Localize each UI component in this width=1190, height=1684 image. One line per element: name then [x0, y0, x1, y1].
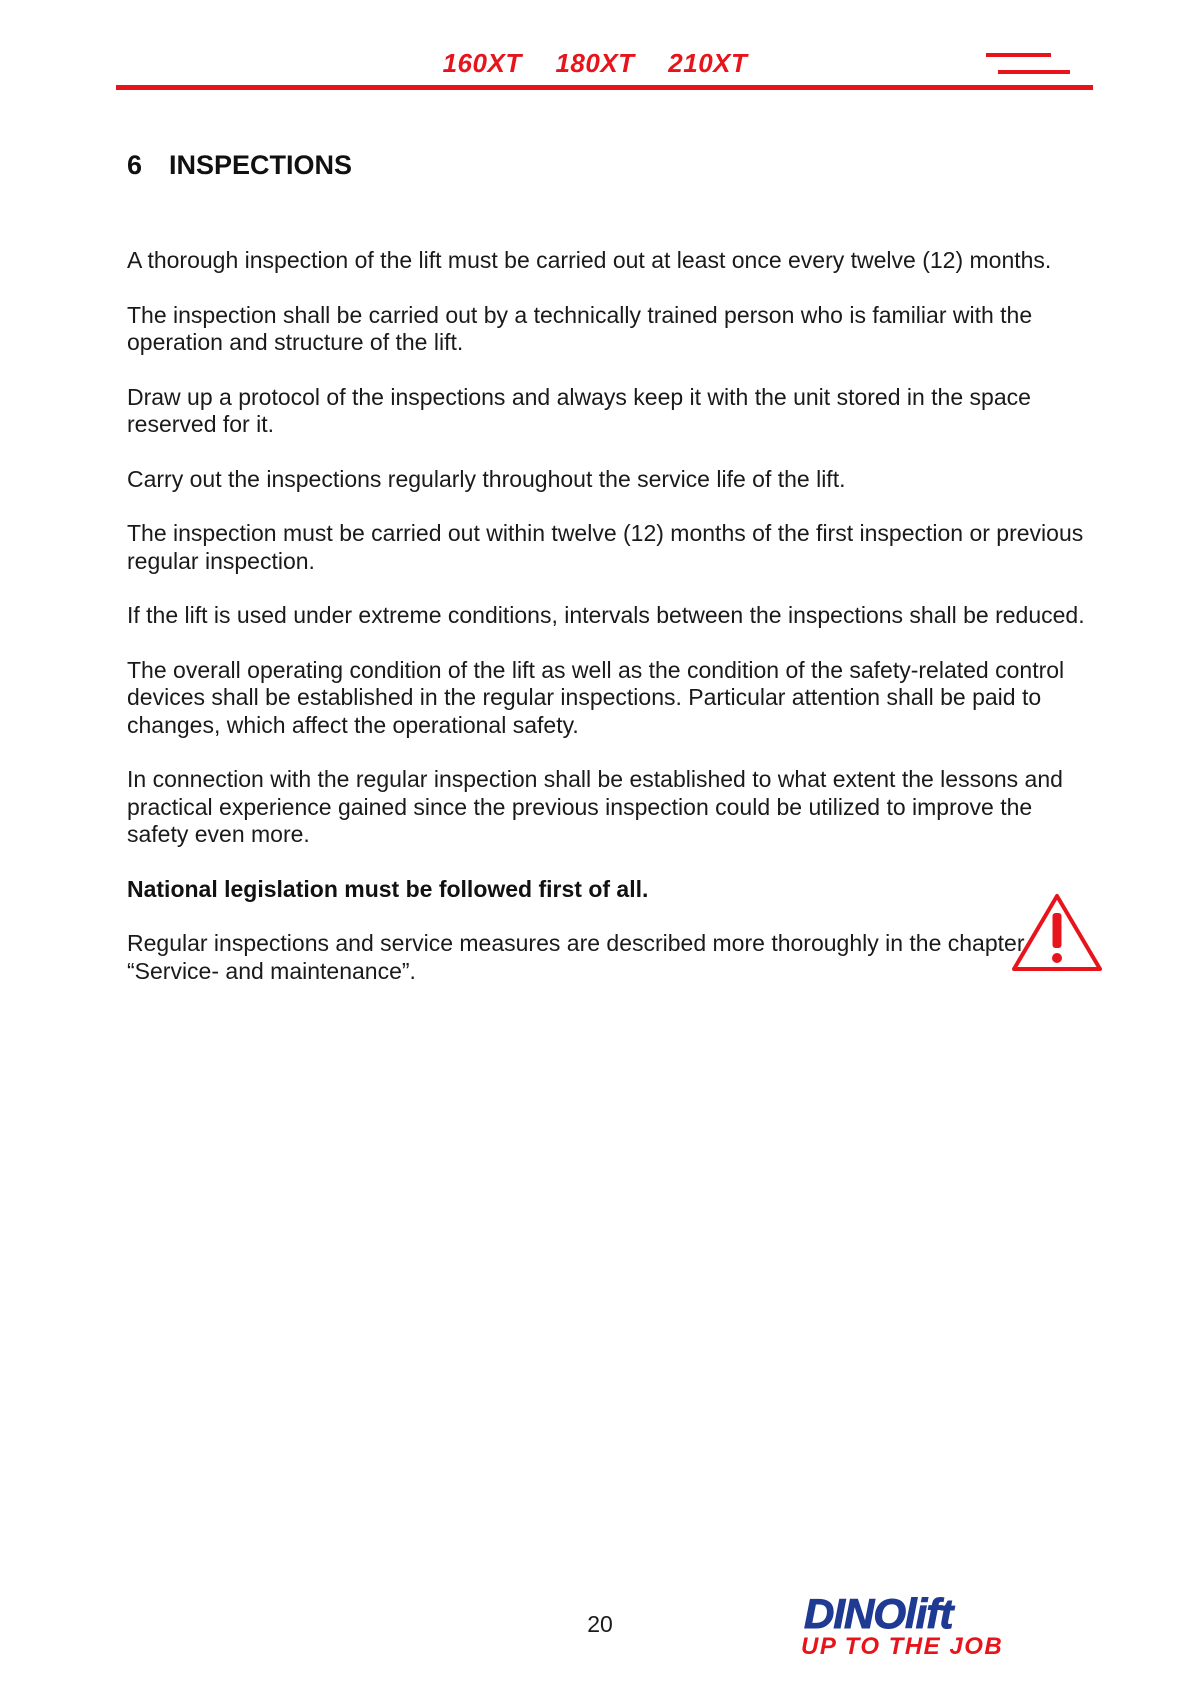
paragraph-inspection-frequency: A thorough inspection of the lift must be carried out at least once every twelve (12) months.	[127, 247, 1052, 273]
paragraph-protocol: Draw up a protocol of the inspections and always keep it with the unit stored in the space reserved for it.	[127, 383, 1031, 437]
header-decor-bar-bottom	[998, 70, 1070, 74]
paragraph-national-legislation: National legislation must be followed first of all.	[127, 875, 649, 902]
warning-triangle-icon	[1011, 893, 1103, 973]
model-210xt: 210XT	[668, 48, 748, 78]
header-decor-bar-top	[986, 53, 1051, 57]
body-text	[127, 247, 1087, 1012]
logo-brand-text: DINOlift	[804, 1590, 953, 1637]
header-rule	[116, 85, 1093, 90]
paragraph-interval: The inspection must be carried out within twelve (12) months of the first inspection or previous regular inspection.	[127, 520, 1084, 574]
paragraph-extreme-conditions: If the lift is used under extreme conditions, intervals between the inspections shall be reduced.	[127, 602, 1085, 628]
paragraph-operating-condition: The overall operating condition of the lift as well as the condition of the safety-related control devices shall be established in the regular inspections. Particular attention shall be paid to changes, which affect the operational safety.	[127, 656, 1065, 738]
section-title	[127, 150, 352, 181]
paragraph-lessons-learned: In connection with the regular inspection shall be established to what extent the lessons and practical experience gained since the previous inspection could be utilized to improve the safety even more.	[127, 766, 1063, 847]
page-number: 20	[587, 1611, 613, 1637]
model-180xt: 180XT	[555, 48, 635, 78]
model-160xt: 160XT	[442, 48, 522, 78]
paragraph-regularity: Carry out the inspections regularly throughout the service life of the lift.	[127, 465, 846, 492]
logo-tagline-text: UP TO THE JOB	[801, 1633, 1004, 1660]
section-number: 6	[127, 150, 143, 180]
paragraph-service-reference: Regular inspections and service measures are described more thoroughly in the chapter “Service- and maintenance”.	[127, 930, 1025, 984]
paragraph-inspector: The inspection shall be carried out by a technically trained person who is familiar with the operation and structure of the lift.	[127, 301, 1033, 355]
section-heading: INSPECTIONS	[169, 150, 353, 180]
dinolift-logo	[796, 1590, 1006, 1660]
